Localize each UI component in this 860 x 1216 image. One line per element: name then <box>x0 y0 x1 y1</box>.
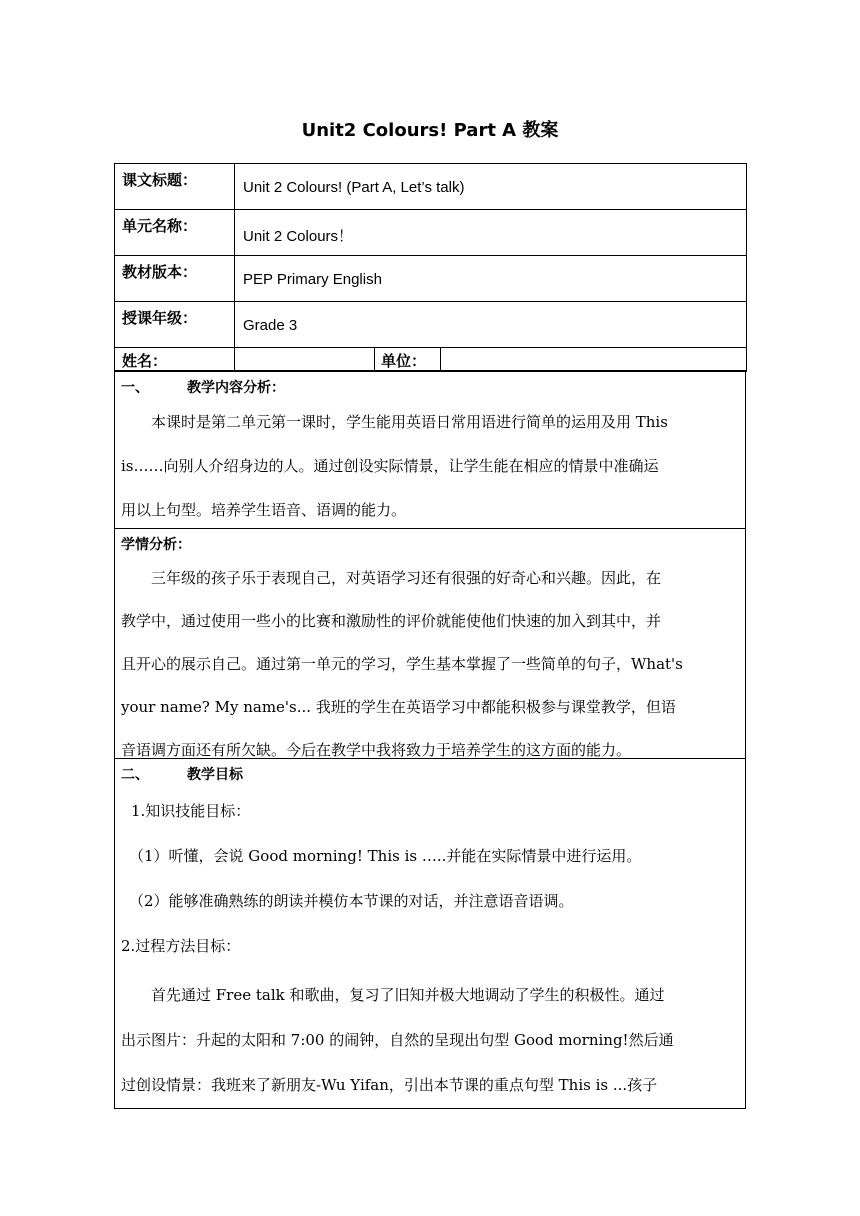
document-title: Unit2 Colours! Part A 教案 <box>301 120 559 141</box>
header-value: Unit 2 Colours！ <box>235 210 747 256</box>
paragraph-line: 出示图片：升起的太阳和 7:00 的闹钟，自然的呈现出句型 Good morning!然后通 <box>121 1031 674 1049</box>
paragraph-line: 三年级的孩子乐于表现自己，对英语学习还有很强的好奇心和兴趣。因此，在 <box>151 569 662 587</box>
header-row <box>115 302 747 348</box>
unit-label: 单位： <box>375 348 441 372</box>
paragraph-line: 本课时是第二单元第一课时，学生能用英语日常用语进行简单的运用及用 This <box>151 413 668 431</box>
goal-title: 1.知识技能目标： <box>131 802 251 820</box>
paragraph-line: 首先通过 Free talk 和歌曲，复习了旧知并极大地调动了学生的积极性。通过 <box>151 986 665 1004</box>
goal-title: 2.过程方法目标： <box>121 937 241 955</box>
header-label: 授课年级： <box>115 302 235 348</box>
header-value: Grade 3 <box>235 302 747 348</box>
header-label: 课文标题： <box>115 164 235 210</box>
paragraph-line: 且开心的展示自己。通过第一单元的学习，学生基本掌握了一些简单的句子，What's <box>121 655 683 673</box>
section-teaching-goals <box>115 759 745 1108</box>
section-student-analysis <box>115 529 745 759</box>
header-value: Unit 2 Colours! (Part A, Let’s talk) <box>235 164 747 210</box>
name-label: 姓名： <box>115 348 235 372</box>
header-value: PEP Primary English <box>235 256 747 302</box>
header-row <box>115 256 747 302</box>
goal-item: （2）能够准确熟练的朗读并模仿本节课的对话，并注意语音语调。 <box>129 892 574 910</box>
unit-field <box>441 348 747 372</box>
goal-item: （1）听懂，会说 Good morning! This is …..并能在实际情景中进行运用。 <box>129 847 642 865</box>
paragraph-line: 过创设情景：我班来了新朋友-Wu Yifan，引出本节课的重点句型 This is ...孩子 <box>121 1076 658 1094</box>
header-table <box>114 163 747 372</box>
section-title: 教学内容分析： <box>187 380 285 396</box>
header-label: 单元名称： <box>115 210 235 256</box>
section-title: 教学目标 <box>187 767 243 783</box>
section-content-analysis <box>115 372 745 529</box>
paragraph-line: your name? My name's... 我班的学生在英语学习中都能积极参与课堂教学，但语 <box>121 698 676 716</box>
content-box <box>114 370 746 1109</box>
section-heading <box>121 372 739 400</box>
paragraph-line: 音语调方面还有所欠缺。今后在教学中我将致力于培养学生的这方面的能力。 <box>121 741 632 759</box>
paragraph-line: 教学中，通过使用一些小的比赛和激励性的评价就能使他们快速的加入到其中，并 <box>121 612 662 630</box>
section-heading: 学情分析： <box>121 537 191 553</box>
name-unit-row <box>115 348 747 372</box>
paragraph-line: 用以上句型。培养学生语音、语调的能力。 <box>121 501 407 519</box>
paragraph-line: is……向别人介绍身边的人。通过创设实际情景，让学生能在相应的情景中准确运 <box>121 457 659 475</box>
section-number: 一、 <box>121 380 149 396</box>
header-row <box>115 164 747 210</box>
section-number: 二、 <box>121 767 149 783</box>
name-field <box>235 348 375 372</box>
header-row <box>115 210 747 256</box>
header-label: 教材版本： <box>115 256 235 302</box>
